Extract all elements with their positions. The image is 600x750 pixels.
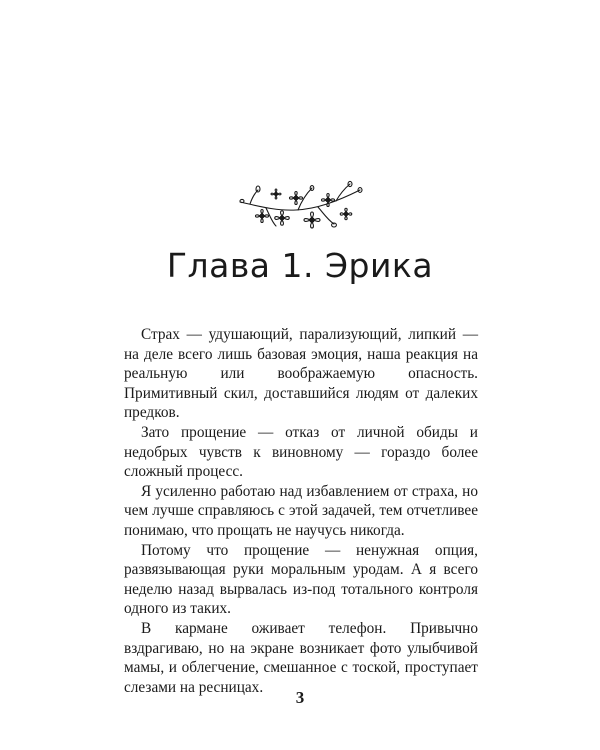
paragraph-4: Потому что прощение — ненужная опция, развязывающая руки моральным уродам. А я всего неделю назад вырвалась из-под тотального контроля одного из таких.	[124, 541, 478, 618]
paragraph-5: В кармане оживает телефон. Привычно вздрагиваю, но на экране возникает фото улыбчивой мамы, и облегчение, смешанное с тоской, проступает слезами на ресницах.	[124, 619, 478, 696]
paragraph-3: Я усиленно работаю над избавлением от страха, но чем лучше справляюсь с этой задачей, тем отчетливее понимаю, что прощать не научусь никогда.	[124, 482, 478, 539]
page-number: 3	[295, 688, 305, 707]
paragraph-2: Зато прощение — отказ от личной обиды и недобрых чувств к виновному — гораздо более сложный процесс.	[124, 423, 478, 481]
chapter-text	[124, 325, 478, 697]
cherry-blossom-branch-icon	[236, 180, 364, 238]
chapter-title: Глава 1. Эрика	[166, 246, 434, 285]
paragraph-1: Страх — удушающий, парализующий, липкий — на деле всего лишь базовая эмоция, наша реакция на реальную или воображаемую опасность. Примитивный скил, доставшийся людям от далеких предков.	[124, 326, 478, 422]
